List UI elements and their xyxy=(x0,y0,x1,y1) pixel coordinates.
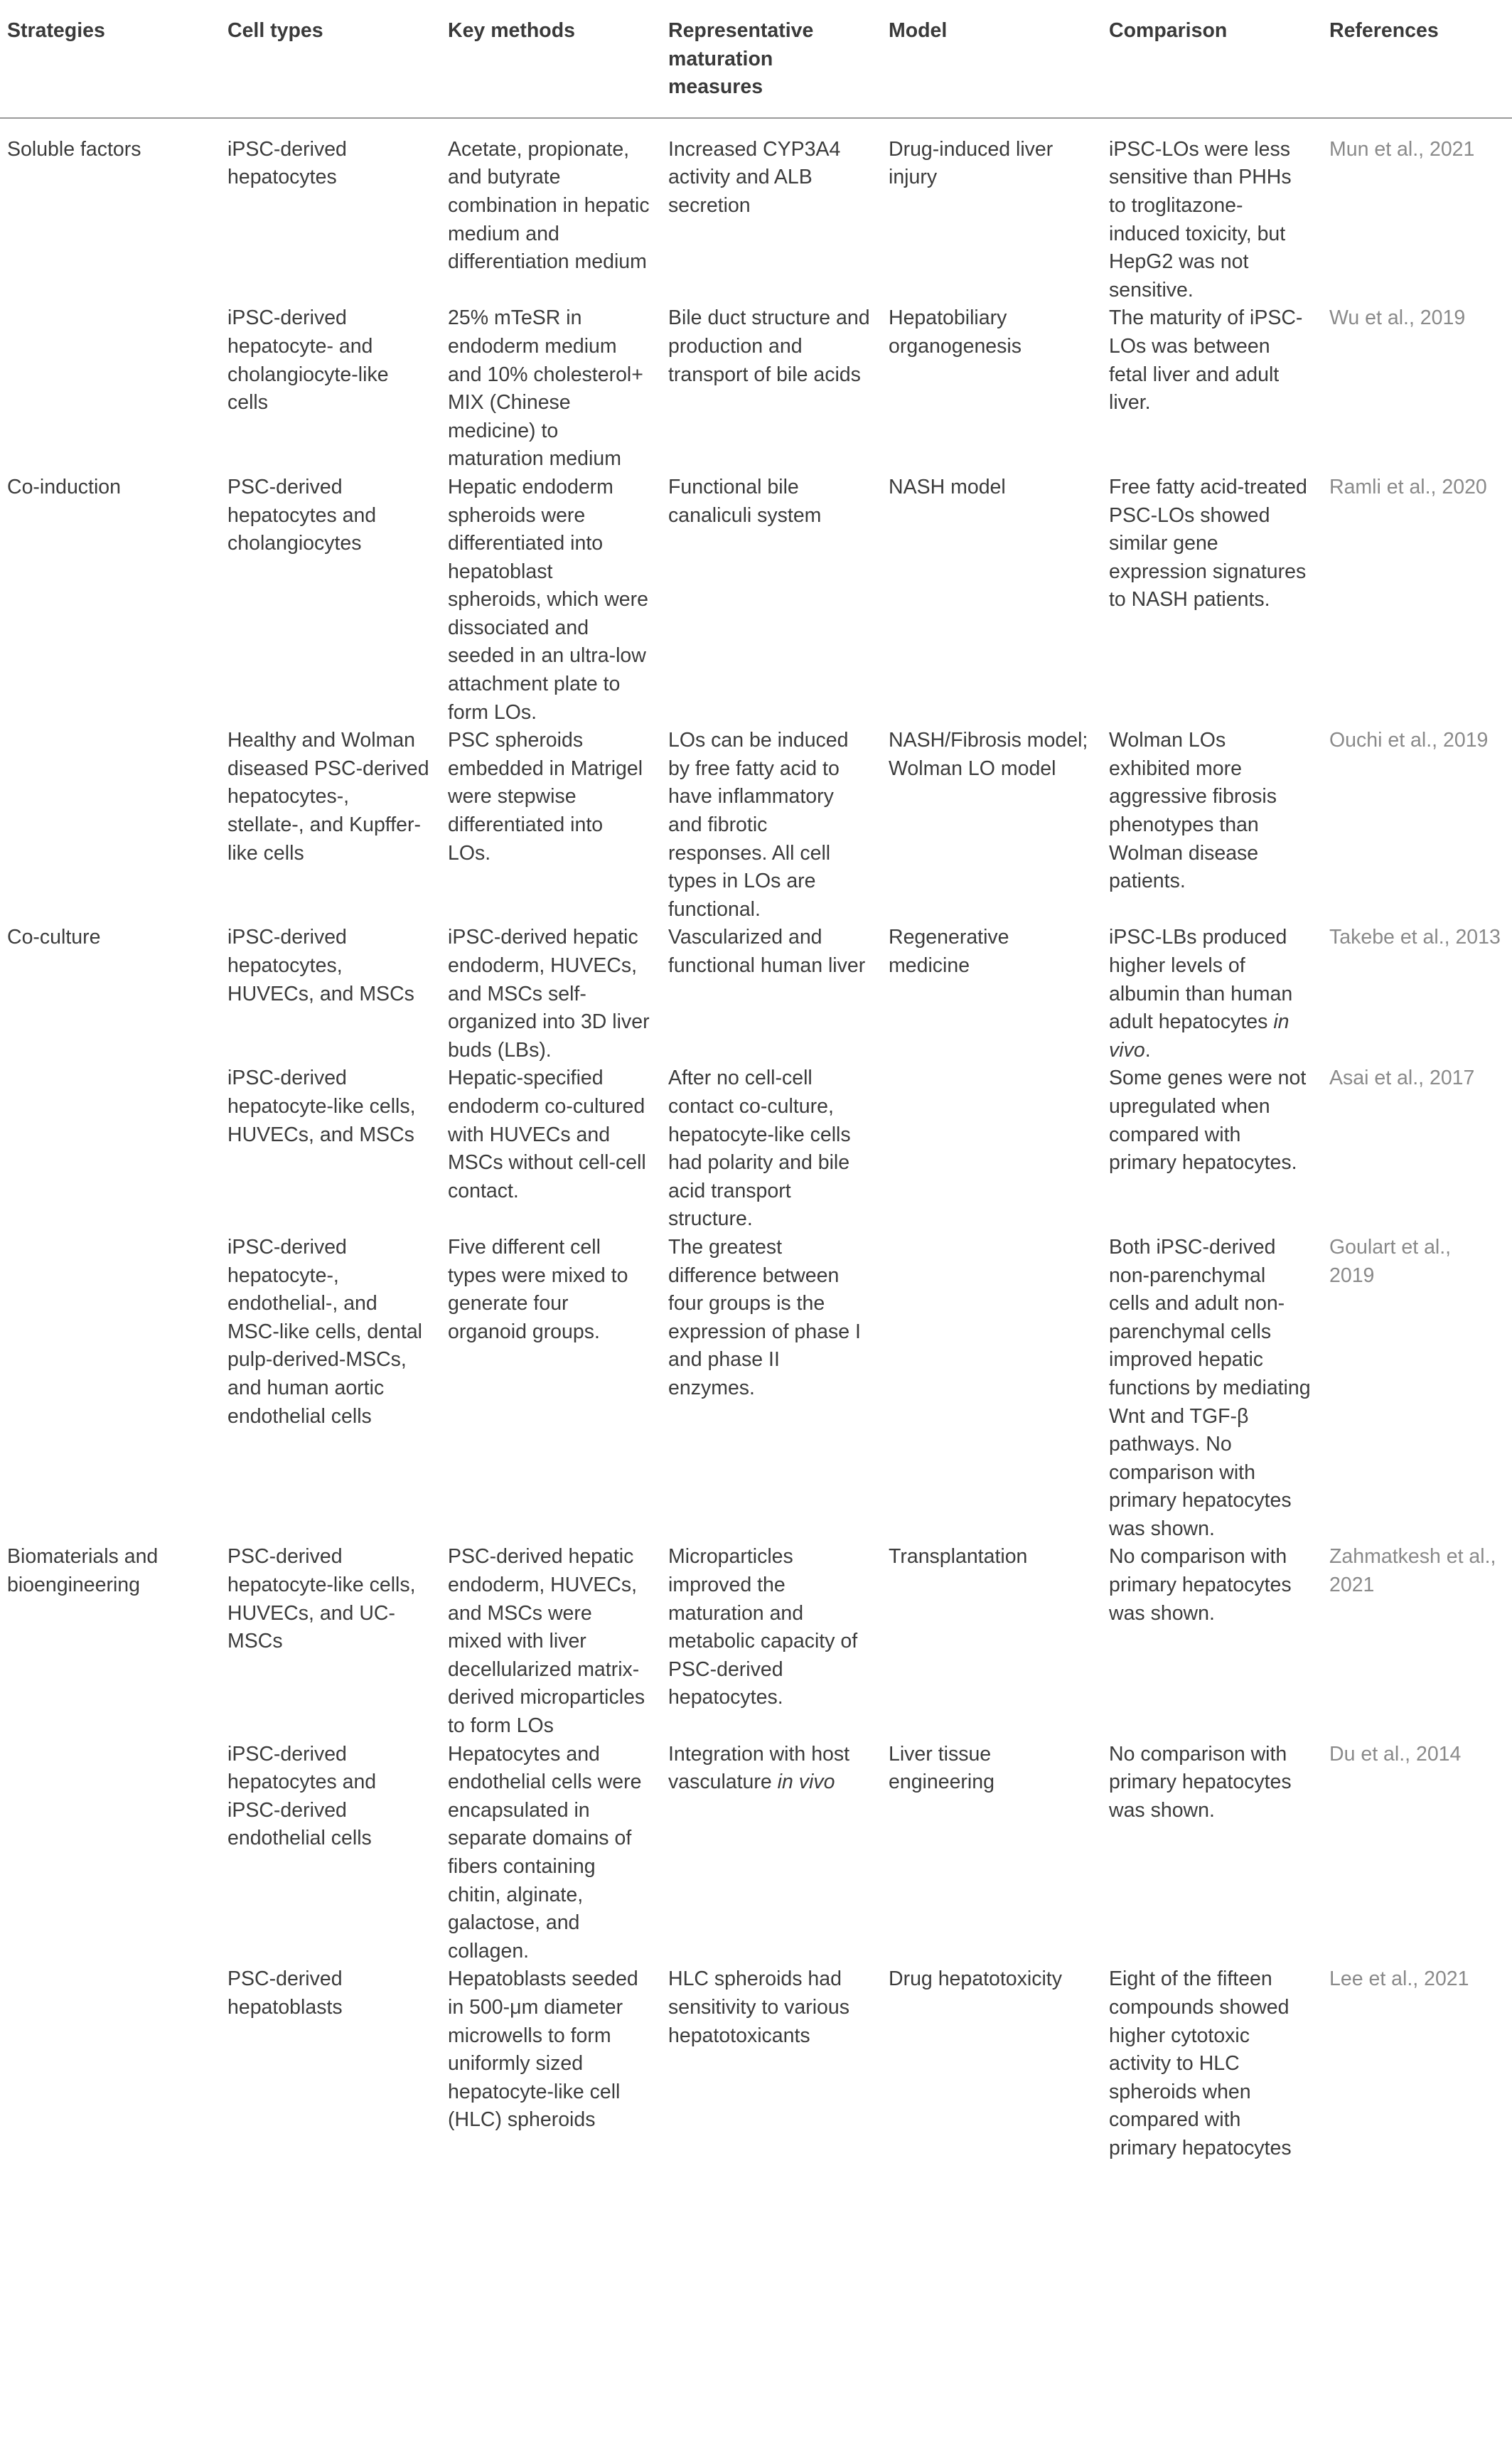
cell-comparison: Eight of the fifteen compounds showed higher cytotoxic activity to HLC spheroids when compared with primary hepatocytes xyxy=(1109,1967,1292,2159)
cell-cell-types: iPSC-derived hepatocyte-, endothelial-, and MSC-like cells, dental pulp-derived-MSCs, and human aortic endothelial cells xyxy=(227,1235,423,1428)
cell-model: NASH model xyxy=(889,475,1006,498)
cell-cell-types: Healthy and Wolman diseased PSC-derived hepatocytes-, stellate-, and Kupffer-like cells xyxy=(227,729,429,865)
header-comparison: Comparison xyxy=(1102,0,1322,118)
cell-methods: Hepatic endoderm spheroids were differentiated into hepatoblast spheroids, which were dissociated and seeded in an ultra-low attachment plate to form LOs. xyxy=(448,475,648,724)
cell-measures xyxy=(661,1741,881,1966)
cell-model: Liver tissue engineering xyxy=(889,1742,994,1794)
table-row xyxy=(0,1741,1512,1966)
cell-methods: PSC-derived hepatic endoderm, HUVECs, and MSCs were mixed with liver decellularized matrix-derived microparticles to form LOs xyxy=(448,1545,645,1738)
cell-cell-types: iPSC-derived hepatocyte- and cholangiocyte-like cells xyxy=(227,306,389,415)
cell-reference: Takebe et al., 2013 xyxy=(1329,926,1501,949)
cell-reference: Mun et al., 2021 xyxy=(1329,137,1475,161)
spacer-cell xyxy=(0,118,1512,136)
cell-measures: Bile duct structure and production and transport of bile acids xyxy=(668,306,870,386)
table-body xyxy=(0,118,1512,2163)
cell-methods: Five different cell types were mixed to generate four organoid groups. xyxy=(448,1235,628,1343)
cell-methods: Hepatoblasts seeded in 500-μm diameter microwells to form uniformly sized hepatocyte-like cell (HLC) spheroids xyxy=(448,1967,638,2132)
cell-comparison: Both iPSC-derived non-parenchymal cells and adult non-parenchymal cells improved hepatic functions by mediating Wnt and TGF-β pathways. No comparison with primary hepatocytes was shown. xyxy=(1109,1235,1311,1540)
cell-comparison: Some genes were not upregulated when compared with primary hepatocytes. xyxy=(1109,1067,1307,1175)
cell-strategy xyxy=(0,1741,220,1966)
cell-reference: Ouchi et al., 2019 xyxy=(1329,729,1489,752)
cell-model xyxy=(881,1234,1102,1544)
cell-methods: PSC spheroids embedded in Matrigel were stepwise differentiated into LOs. xyxy=(448,729,643,865)
header-references: References xyxy=(1322,0,1512,118)
header-maturation-measures: Representative maturation measures xyxy=(661,0,881,118)
cell-strategy xyxy=(0,1965,220,2162)
table-row xyxy=(0,924,1512,1064)
cell-cell-types: iPSC-derived hepatocytes xyxy=(227,137,347,189)
cell-comparison: The maturity of iPSC-LOs was between fetal liver and adult liver. xyxy=(1109,306,1303,415)
cell-measures: Increased CYP3A4 activity and ALB secretion xyxy=(668,137,841,217)
header-cell-types: Cell types xyxy=(220,0,441,118)
cell-reference: Wu et al., 2019 xyxy=(1329,306,1466,330)
cell-methods: Acetate, propionate, and butyrate combination in hepatic medium and differentiation medium xyxy=(448,137,650,274)
spacer-row xyxy=(0,118,1512,136)
cell-methods: Hepatic-specified endoderm co-cultured with HUVECs and MSCs without cell-cell contact. xyxy=(448,1067,646,1202)
cell-comparison: Wolman LOs exhibited more aggressive fibrosis phenotypes than Wolman disease patients. xyxy=(1109,729,1277,893)
cell-measures: Functional bile canaliculi system xyxy=(668,475,822,527)
cell-measures: The greatest difference between four groups is the expression of phase I and phase II enzymes. xyxy=(668,1235,861,1399)
cell-model: Hepatobiliary organogenesis xyxy=(889,306,1022,358)
cell-model: NASH/Fibrosis model; Wolman LO model xyxy=(889,729,1088,780)
table-header xyxy=(0,0,1512,118)
table-row xyxy=(0,1543,1512,1740)
cell-measures: Microparticles improved the maturation and metabolic capacity of PSC-derived hepatocytes. xyxy=(668,1545,858,1709)
cell-comparison xyxy=(1102,924,1322,1064)
cell-reference: Lee et al., 2021 xyxy=(1329,1967,1469,1991)
cell-model: Regenerative medicine xyxy=(889,926,1009,977)
table-row xyxy=(0,474,1512,727)
cell-reference: Goulart et al., 2019 xyxy=(1329,1235,1452,1287)
cell-comparison: No comparison with primary hepatocytes was shown. xyxy=(1109,1545,1292,1625)
cell-strategy xyxy=(0,304,220,474)
cell-model: Drug hepatotoxicity xyxy=(889,1967,1062,1991)
measures-italic: in vivo xyxy=(777,1771,835,1794)
table-row xyxy=(0,1234,1512,1544)
cell-comparison: No comparison with primary hepatocytes was shown. xyxy=(1109,1742,1292,1822)
cell-measures: Vascularized and functional human liver xyxy=(668,926,866,977)
cell-model: Transplantation xyxy=(889,1545,1028,1569)
cell-strategy: Co-induction xyxy=(7,475,122,498)
cell-comparison: Free fatty acid-treated PSC-LOs showed similar gene expression signatures to NASH patients. xyxy=(1109,475,1307,612)
cell-methods: Hepatocytes and endothelial cells were encapsulated in separate domains of fibers containing chitin, alginate, galactose, and collagen. xyxy=(448,1742,642,1963)
header-strategies: Strategies xyxy=(0,0,220,118)
measures-text: Integration with host vasculature xyxy=(668,1742,850,1794)
cell-measures: LOs can be induced by free fatty acid to have inflammatory and fibrotic responses. All cell types in LOs are functional. xyxy=(668,729,849,921)
cell-strategy: Co-culture xyxy=(7,926,101,949)
cell-measures: HLC spheroids had sensitivity to various hepatotoxicants xyxy=(668,1967,850,2047)
comparison-tail: . xyxy=(1144,1038,1151,1062)
cell-cell-types: PSC-derived hepatocytes and cholangiocytes xyxy=(227,475,377,555)
cell-comparison: iPSC-LOs were less sensitive than PHHs to troglitazone-induced toxicity, but HepG2 was not sensitive. xyxy=(1109,137,1292,301)
header-key-methods: Key methods xyxy=(441,0,661,118)
header-model: Model xyxy=(881,0,1102,118)
cell-model xyxy=(881,1064,1102,1234)
header-row xyxy=(0,0,1512,118)
cell-cell-types: PSC-derived hepatoblasts xyxy=(227,1967,343,2019)
comparison-text: iPSC-LBs produced higher levels of albumin than human adult hepatocytes xyxy=(1109,926,1293,1034)
cell-strategy: Soluble factors xyxy=(7,137,141,161)
cell-strategy: Biomaterials and bioengineering xyxy=(7,1545,159,1597)
cell-strategy xyxy=(0,727,220,924)
cell-strategy xyxy=(0,1064,220,1234)
cell-methods: 25% mTeSR in endoderm medium and 10% cholesterol+ MIX (Chinese medicine) to maturation medium xyxy=(448,306,643,471)
cell-methods: iPSC-derived hepatic endoderm, HUVECs, and MSCs self-organized into 3D liver buds (LBs). xyxy=(448,926,650,1062)
cell-cell-types: iPSC-derived hepatocyte-like cells, HUVECs, and MSCs xyxy=(227,1067,416,1146)
comparison-italic: in vivo xyxy=(1109,1010,1290,1062)
table-row xyxy=(0,136,1512,305)
cell-model: Drug-induced liver injury xyxy=(889,137,1053,189)
table-row xyxy=(0,304,1512,474)
cell-cell-types: PSC-derived hepatocyte-like cells, HUVECs, and UC-MSCs xyxy=(227,1545,416,1653)
table-row xyxy=(0,1965,1512,2162)
cell-cell-types: iPSC-derived hepatocytes, HUVECs, and MSCs xyxy=(227,926,414,1005)
cell-measures: After no cell-cell contact co-culture, hepatocyte-like cells had polarity and bile acid transport structure. xyxy=(668,1067,851,1231)
table-row xyxy=(0,1064,1512,1234)
cell-reference: Ramli et al., 2020 xyxy=(1329,475,1487,498)
cell-reference: Asai et al., 2017 xyxy=(1329,1067,1475,1090)
cell-cell-types: iPSC-derived hepatocytes and iPSC-derived endothelial cells xyxy=(227,1742,377,1850)
table-row xyxy=(0,727,1512,924)
cell-reference: Du et al., 2014 xyxy=(1329,1742,1462,1766)
cell-reference: Zahmatkesh et al., 2021 xyxy=(1329,1545,1496,1597)
cell-strategy xyxy=(0,1234,220,1544)
